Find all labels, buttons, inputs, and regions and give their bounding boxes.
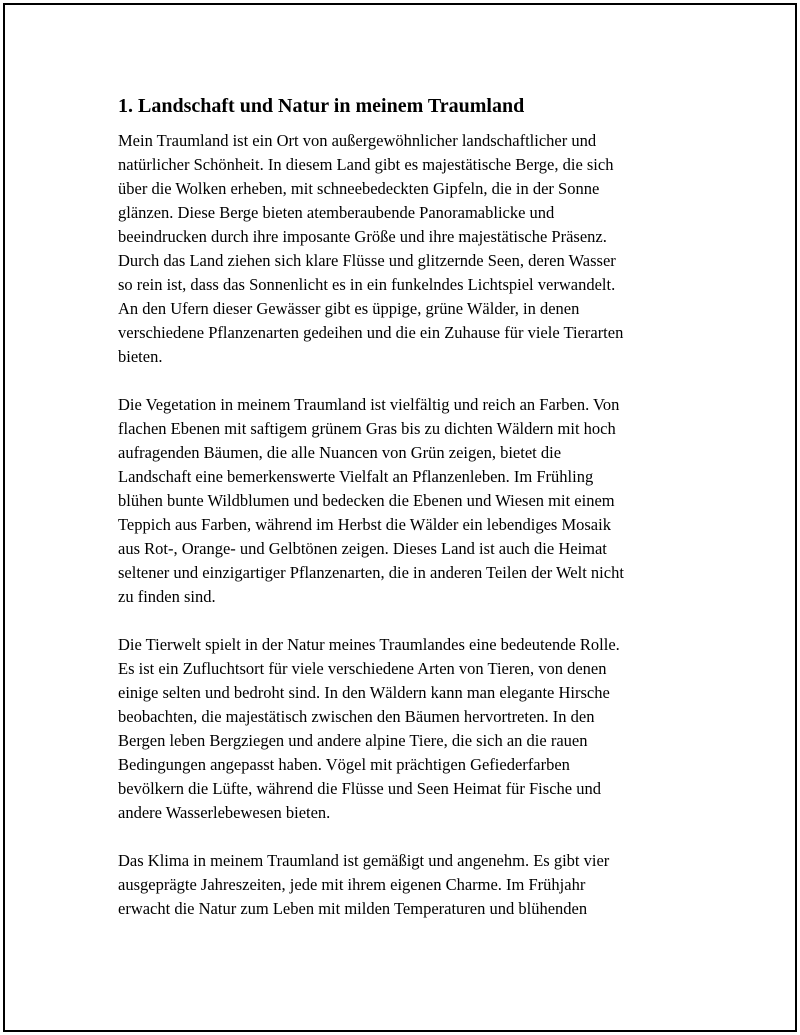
text-line: Mein Traumland ist ein Ort von außergewöhnlicher landschaftlicher und xyxy=(118,131,597,150)
paragraph-climate xyxy=(118,849,688,921)
text-line: bevölkern die Lüfte, während die Flüsse und Seen Heimat für Fische und xyxy=(118,779,601,798)
text-line: andere Wasserlebewesen bieten. xyxy=(118,803,331,822)
text-line: bieten. xyxy=(118,347,163,366)
text-line: beobachten, die majestätisch zwischen den Bäumen hervortreten. In den xyxy=(118,707,595,726)
paragraph-vegetation xyxy=(118,393,688,609)
section-heading: 1. Landschaft und Natur in meinem Traumland xyxy=(118,95,525,117)
text-line: seltener und einzigartiger Pflanzenarten, die in anderen Teilen der Welt nicht xyxy=(118,563,624,582)
text-line: über die Wolken erheben, mit schneebedeckten Gipfeln, die in der Sonne xyxy=(118,179,600,198)
text-line: Bergen leben Bergziegen und andere alpine Tiere, die sich an die rauen xyxy=(118,731,588,750)
document-body xyxy=(118,93,688,945)
text-line: beeindrucken durch ihre imposante Größe und ihre majestätische Präsenz. xyxy=(118,227,607,246)
text-line: Landschaft eine bemerkenswerte Vielfalt an Pflanzenleben. Im Frühling xyxy=(118,467,594,486)
text-line: natürlicher Schönheit. In diesem Land gibt es majestätische Berge, die sich xyxy=(118,155,614,174)
text-line: verschiedene Pflanzenarten gedeihen und die ein Zuhause für viele Tierarten xyxy=(118,323,624,342)
paragraph-landscape xyxy=(118,129,688,369)
text-line: flachen Ebenen mit saftigem grünem Gras bis zu dichten Wäldern mit hoch xyxy=(118,419,616,438)
text-line: blühen bunte Wildblumen und bedecken die Ebenen und Wiesen mit einem xyxy=(118,491,615,510)
paragraph-wildlife xyxy=(118,633,688,825)
text-line: Bedingungen angepasst haben. Vögel mit prächtigen Gefiederfarben xyxy=(118,755,570,774)
text-line: Die Vegetation in meinem Traumland ist vielfältig und reich an Farben. Von xyxy=(118,395,620,414)
text-line: einige selten und bedroht sind. In den Wäldern kann man elegante Hirsche xyxy=(118,683,610,702)
text-line: glänzen. Diese Berge bieten atemberaubende Panoramablicke und xyxy=(118,203,555,222)
text-line: aufragenden Bäumen, die alle Nuancen von Grün zeigen, bietet die xyxy=(118,443,562,462)
text-line: so rein ist, dass das Sonnenlicht es in ein funkelndes Lichtspiel verwandelt. xyxy=(118,275,616,294)
text-line: Es ist ein Zufluchtsort für viele verschiedene Arten von Tieren, von denen xyxy=(118,659,607,678)
text-line: zu finden sind. xyxy=(118,587,216,606)
text-line: ausgeprägte Jahreszeiten, jede mit ihrem eigenen Charme. Im Frühjahr xyxy=(118,875,586,894)
text-line: An den Ufern dieser Gewässer gibt es üppige, grüne Wälder, in denen xyxy=(118,299,580,318)
text-line: Teppich aus Farben, während im Herbst die Wälder ein lebendiges Mosaik xyxy=(118,515,611,534)
text-line: Die Tierwelt spielt in der Natur meines Traumlandes eine bedeutende Rolle. xyxy=(118,635,620,654)
text-line: Das Klima in meinem Traumland ist gemäßigt und angenehm. Es gibt vier xyxy=(118,851,610,870)
text-line: Durch das Land ziehen sich klare Flüsse und glitzernde Seen, deren Wasser xyxy=(118,251,616,270)
text-line: aus Rot-, Orange- und Gelbtönen zeigen. Dieses Land ist auch die Heimat xyxy=(118,539,607,558)
text-line: erwacht die Natur zum Leben mit milden Temperaturen und blühenden xyxy=(118,899,588,918)
